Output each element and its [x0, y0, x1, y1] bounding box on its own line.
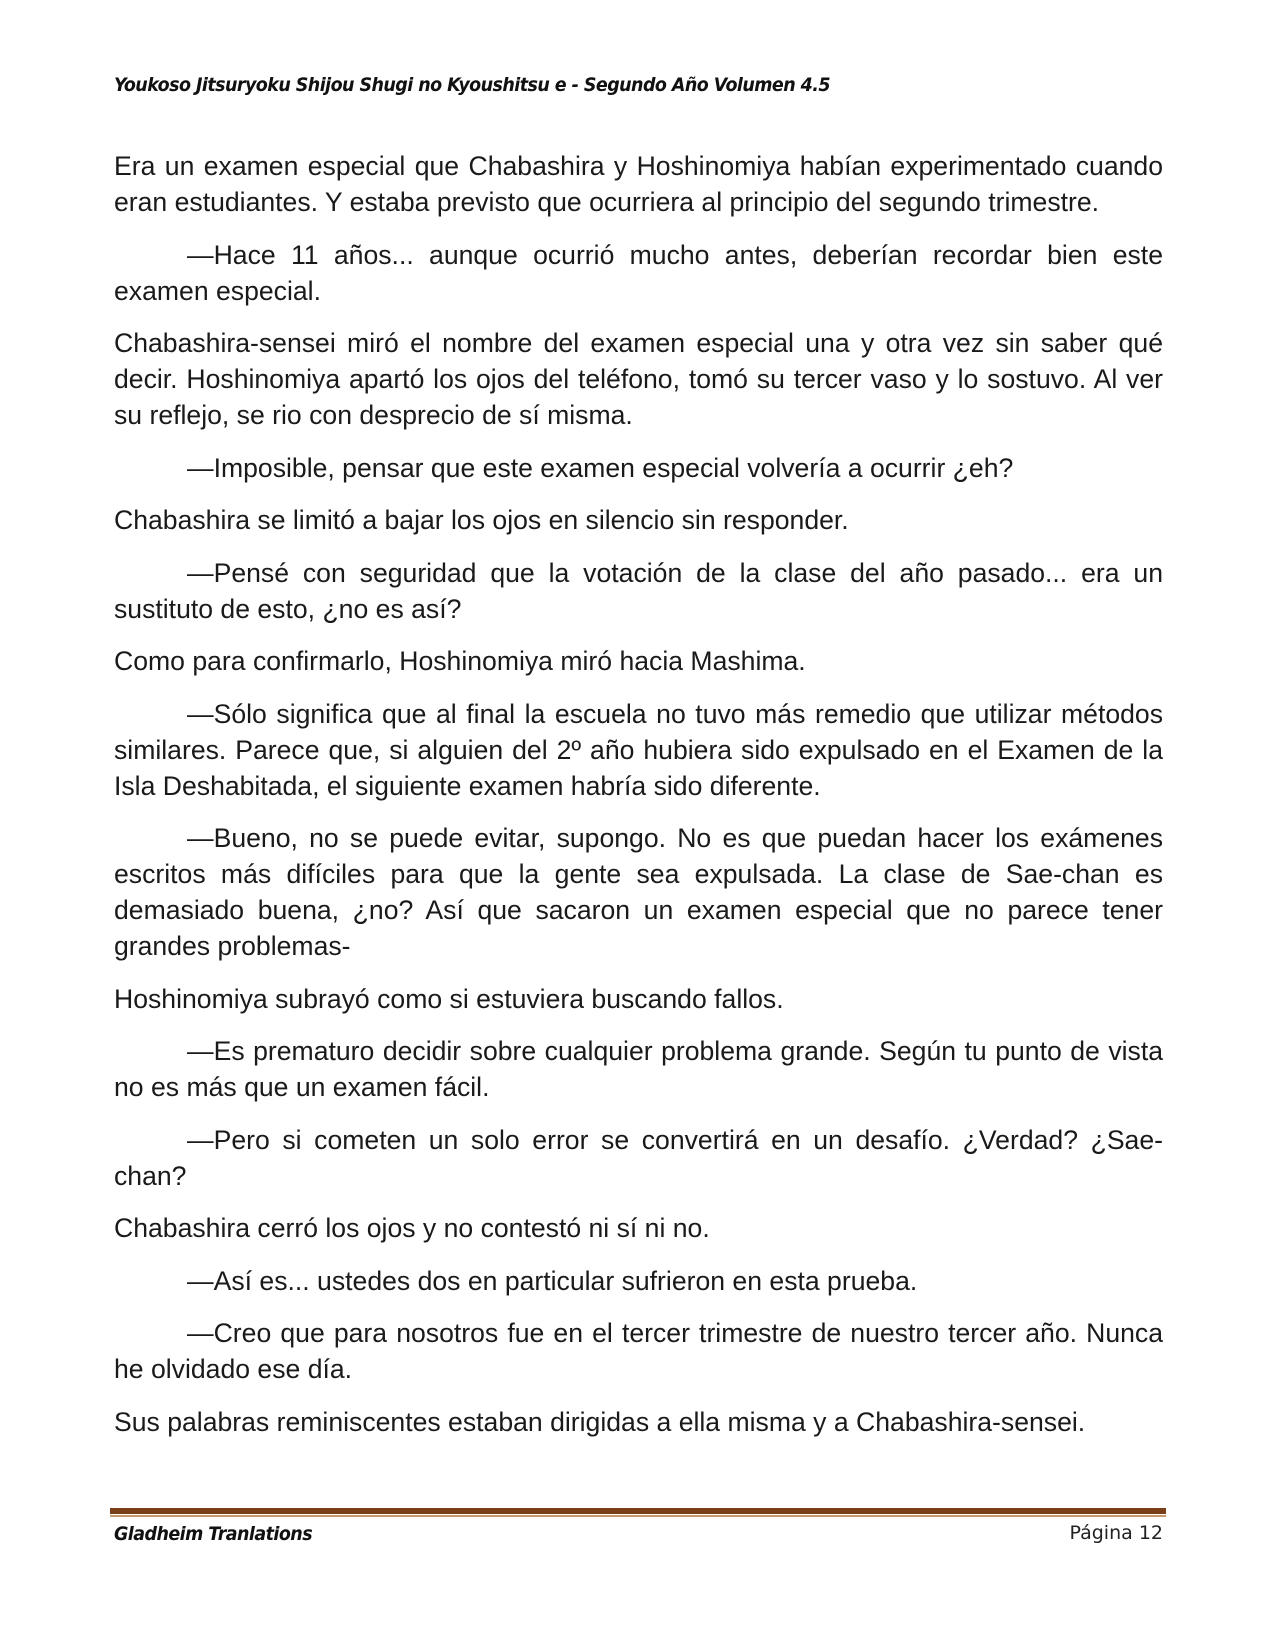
- paragraph: —Sólo significa que al final la escuela no tuvo más remedio que utilizar métodos similares. Parece que, si alguien del 2º año hubiera sido expulsado en el Examen de la Isla Deshabitada, el siguiente examen habría sido diferente.: [114, 698, 1163, 801]
- paragraph: —Es prematuro decidir sobre cualquier problema grande. Según tu punto de vista no es más que un examen fácil.: [114, 1036, 1163, 1102]
- paragraph: Como para confirmarlo, Hoshinomiya miró hacia Mashima.: [114, 646, 806, 676]
- paragraph: Era un examen especial que Chabashira y Hoshinomiya habían experimentado cuando eran estudiantes. Y estaba previsto que ocurriera al principio del segundo trimestre.: [114, 151, 1163, 217]
- paragraph: —Hace 11 años... aunque ocurrió mucho antes, deberían recordar bien este examen especial.: [114, 239, 1163, 306]
- running-header: Youkoso Jitsuryoku Shijou Shugi no Kyoushitsu e - Segundo Año Volumen 4.5: [114, 74, 830, 96]
- paragraph: Sus palabras reminiscentes estaban dirigidas a ella misma y a Chabashira-sensei.: [114, 1406, 1086, 1437]
- footer-rule-thick: [110, 1508, 1166, 1514]
- paragraph: —Creo que para nosotros fue en el tercer trimestre de nuestro tercer año. Nunca he olvidado ese día.: [114, 1318, 1163, 1384]
- paragraph: —Pero si cometen un solo error se convertirá en un desafío. ¿Verdad? ¿Sae-chan?: [114, 1124, 1163, 1191]
- paragraph: Hoshinomiya subrayó como si estuviera buscando fallos.: [114, 983, 784, 1014]
- footer-credit: Gladheim Tranlations: [114, 1523, 313, 1545]
- paragraph: Chabashira-sensei miró el nombre del examen especial una y otra vez sin saber qué decir. Hoshinomiya apartó los ojos del teléfono, tomó su tercer vaso y lo sostuvo. Al ver su reflejo, se rio con desprecio de sí misma.: [114, 328, 1163, 430]
- paragraph: Chabashira se limitó a bajar los ojos en silencio sin responder.: [114, 505, 849, 535]
- page-label: Página: [1069, 1522, 1133, 1544]
- page-number: [1069, 1522, 1163, 1544]
- paragraph: —Bueno, no se puede evitar, supongo. No es que puedan hacer los exámenes escritos más difíciles para que la gente sea expulsada. La clase de Sae-chan es demasiado buena, ¿no? Así que sacaron un examen especial que no parece tener grandes problemas-: [114, 823, 1163, 961]
- paragraph: Chabashira cerró los ojos y no contestó ni sí ni no.: [114, 1213, 710, 1243]
- page-number-value: 12: [1138, 1522, 1163, 1544]
- page-body: [114, 148, 1163, 1456]
- footer-rule-thin: [110, 1515, 1166, 1517]
- paragraph: —Imposible, pensar que este examen especial volvería a ocurrir ¿eh?: [187, 452, 1014, 483]
- paragraph: —Así es... ustedes dos en particular sufrieron en esta prueba.: [187, 1265, 918, 1296]
- paragraph: —Pensé con seguridad que la votación de la clase del año pasado... era un sustituto de esto, ¿no es así?: [114, 557, 1163, 624]
